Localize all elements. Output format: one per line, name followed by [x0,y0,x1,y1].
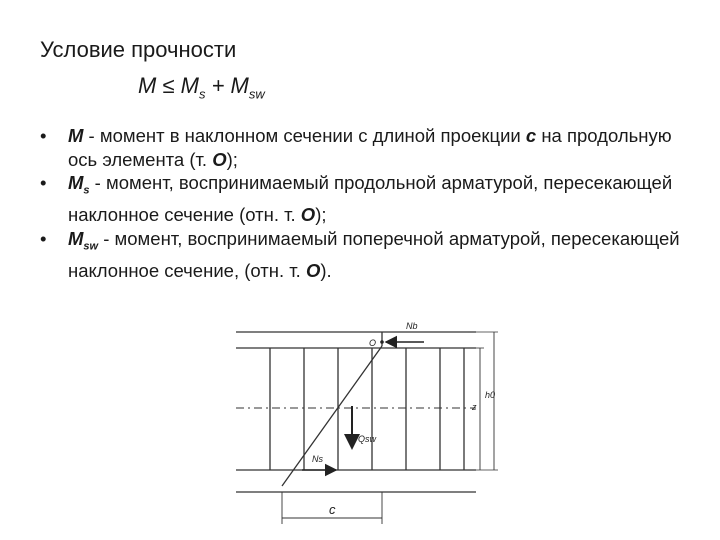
label-z: z [472,402,477,412]
definition-msw-end: ). [320,259,332,281]
label-c: c [329,502,336,517]
slide-title: Условие прочности [40,37,237,62]
formula-lhs: M ≤ M [138,73,199,98]
label-h0: h0 [485,390,496,400]
definition-msw [38,227,698,283]
formula-sub-s: s [198,86,206,102]
definition-ms-text: - момент, воспринимаемый продольной арматурой, пересекающей наклонное сечение (отн. т. [68,172,673,226]
symbol-ms [68,172,90,197]
inclined-crack-line [282,346,382,486]
inclined-section-diagram [236,316,506,528]
variable-c: c [525,125,537,146]
symbol-ms-sub: s [83,184,90,197]
point-o: O [305,259,321,281]
symbol-msw-letter: M [68,227,84,249]
strength-formula [138,72,265,108]
definition-ms-end: ); [315,204,327,226]
definition-ms [38,171,698,227]
definition-m-end: ); [226,148,238,170]
symbol-m: M [68,125,84,146]
label-qsw: Qsw [358,434,376,444]
symbol-msw-sub: sw [83,240,99,253]
definition-m-text-1: - момент в наклонном сечении с длиной проекции [83,125,526,146]
formula-mid: + M [205,73,249,98]
definition-msw-text: - момент, воспринимаемый поперечной арматурой, пересекающей наклонное сечение, (отн. т. [68,227,680,281]
definition-m-text-2: на продольную ось элемента (т. [68,125,672,170]
point-o: O [300,204,316,226]
label-o: O [369,338,377,348]
point-o-marker [380,340,384,344]
definition-m [38,124,698,171]
point-o: O [212,148,227,170]
symbol-ms-letter: M [68,172,84,193]
formula-sub-sw: sw [248,86,265,102]
symbol-msw [68,227,99,253]
definitions-list [38,124,698,282]
label-ns: Ns [312,454,323,464]
label-nb: Nb [406,321,418,331]
